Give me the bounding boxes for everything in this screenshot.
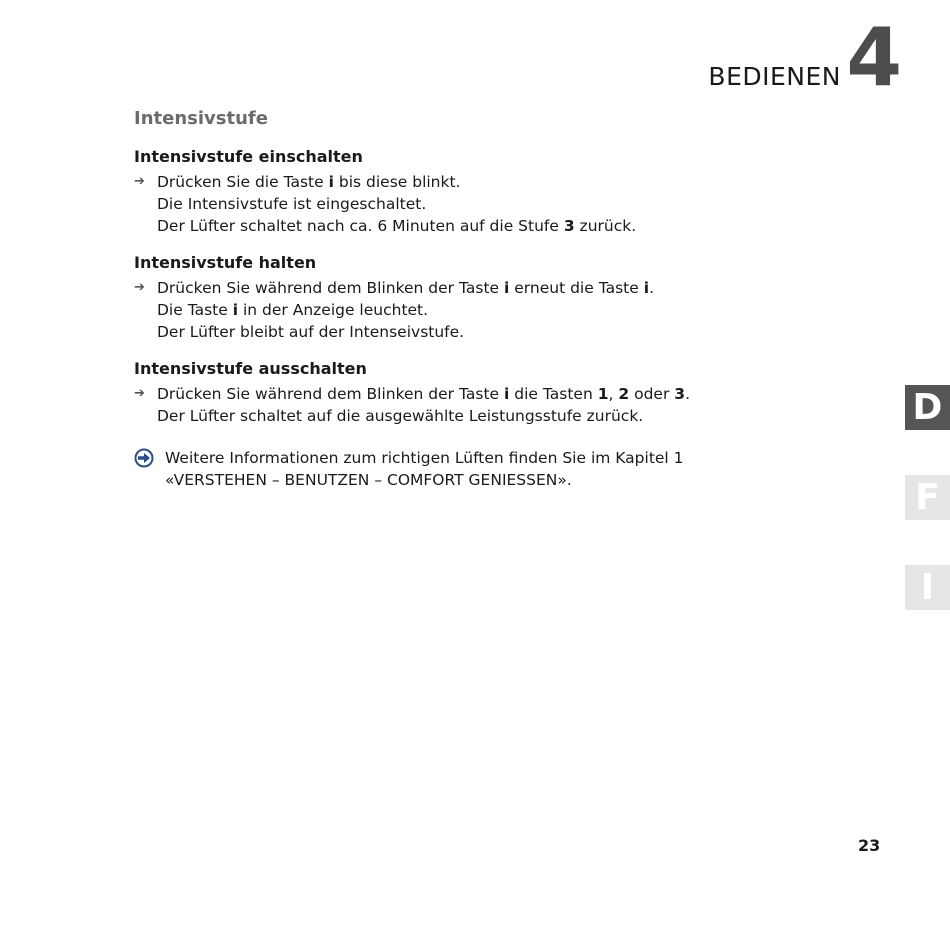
main-content — [134, 108, 754, 491]
instruction-block-halten — [134, 253, 754, 343]
step-line: Drücken Sie die Taste i bis diese blinkt. — [157, 173, 461, 191]
step-line: Der Lüfter schaltet auf die ausgewählte Leistungsstufe zurück. — [157, 407, 644, 425]
instruction-block-ausschalten — [134, 359, 754, 427]
arrow-right-icon: ➔ — [134, 280, 145, 295]
page-number: 23 — [858, 836, 881, 855]
language-tab-i[interactable] — [905, 565, 950, 610]
step-line: Drücken Sie während dem Blinken der Taste i erneut die Taste i. — [157, 279, 654, 297]
language-tab-label: D — [912, 387, 943, 428]
step-line: Der Lüfter schaltet nach ca. 6 Minuten auf die Stufe 3 zurück. — [157, 217, 637, 235]
block-heading: Intensivstufe einschalten — [134, 147, 363, 166]
chapter-number: 4 — [846, 11, 902, 104]
step-line: Die Taste i in der Anzeige leuchtet. — [157, 301, 429, 319]
step-line: Die Intensivstufe ist eingeschaltet. — [157, 195, 427, 213]
language-tab-label: F — [915, 477, 940, 518]
step-line: Drücken Sie während dem Blinken der Taste i die Tasten 1, 2 oder 3. — [157, 385, 691, 403]
arrow-right-icon: ➔ — [134, 174, 145, 189]
language-tab-f[interactable] — [905, 475, 950, 520]
chapter-title: BEDIENEN — [708, 62, 841, 91]
step-line: Der Lüfter bleibt auf der Intenseivstufe. — [157, 323, 465, 341]
language-tab-label: I — [920, 567, 935, 608]
instruction-step — [134, 383, 754, 427]
block-heading: Intensivstufe halten — [134, 253, 317, 272]
instruction-step — [134, 171, 754, 237]
section-title: Intensivstufe — [134, 108, 268, 129]
instruction-step — [134, 277, 754, 343]
language-tab-d[interactable] — [905, 385, 950, 430]
circle-arrow-right-icon — [134, 448, 156, 468]
info-note — [134, 447, 754, 491]
arrow-right-icon: ➔ — [134, 386, 145, 401]
block-heading: Intensivstufe ausschalten — [134, 359, 367, 378]
note-line: Weitere Informationen zum richtigen Lüften finden Sie im Kapitel 1 — [165, 449, 684, 467]
note-line: «VERSTEHEN – BENUTZEN – COMFORT GENIESSEN». — [165, 471, 572, 489]
instruction-block-einschalten — [134, 147, 754, 237]
